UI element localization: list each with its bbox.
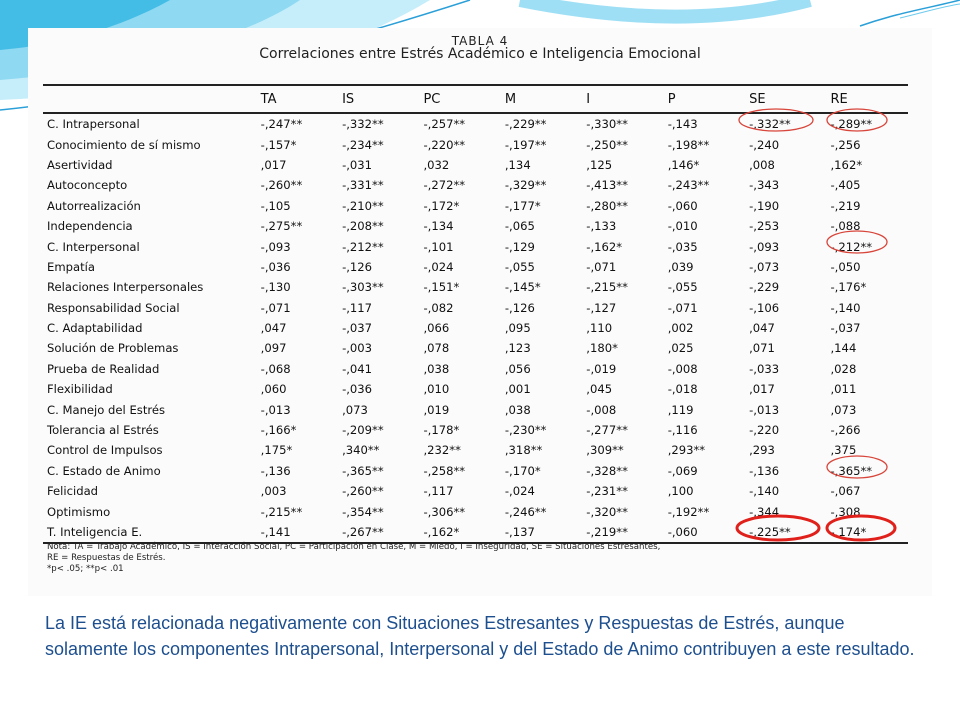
correlation-cell: -,031	[342, 157, 373, 172]
correlation-cell: -,050	[830, 259, 861, 274]
correlation-cell: ,144	[830, 341, 857, 356]
correlation-cell: ,318**	[504, 443, 543, 458]
correlation-cell: -,093	[749, 239, 780, 254]
table-row	[43, 175, 908, 195]
correlation-cell: -,137	[501, 522, 582, 543]
correlation-cell: -,145*	[504, 280, 541, 295]
correlation-cell: -,033	[749, 361, 780, 376]
correlation-cell: -,071	[260, 300, 291, 315]
correlation-cell: -,365**	[342, 463, 384, 478]
correlation-cell: -,306**	[423, 504, 466, 519]
correlation-cell: ,232**	[423, 443, 461, 458]
correlation-cell: ,095	[504, 321, 531, 336]
correlation-cell: ,025	[667, 341, 694, 356]
correlation-cell: ,134	[504, 157, 531, 172]
correlation-cell: -,246**	[504, 504, 547, 519]
correlation-cell: -,010	[667, 219, 698, 234]
table-row	[43, 298, 908, 318]
correlation-cell: -,003	[342, 341, 373, 356]
col-header-se: SE	[745, 85, 826, 113]
correlation-cell: -,225**	[745, 522, 826, 543]
note-significance: *p< .05; **p< .01	[47, 564, 124, 574]
row-label: Autoconcepto	[47, 178, 128, 193]
correlation-cell: -,243**	[667, 178, 710, 193]
correlation-cell: ,002	[667, 321, 694, 336]
correlation-cell: -,055	[504, 259, 535, 274]
correlation-cell: -,174*	[827, 522, 909, 543]
correlation-cell: ,045	[586, 382, 613, 397]
correlation-cell: -,093	[260, 239, 291, 254]
correlation-cell: -,405	[830, 178, 861, 193]
correlation-cell: -,258**	[423, 463, 466, 478]
row-label: Conocimiento de sí mismo	[47, 137, 201, 152]
correlation-cell: -,065	[504, 219, 535, 234]
correlation-cell: ,309**	[586, 443, 624, 458]
correlation-cell: -,198**	[667, 137, 710, 152]
table-row	[43, 113, 908, 134]
row-label: Empatía	[47, 259, 95, 274]
correlation-cell: ,340**	[342, 443, 380, 458]
correlation-cell: -,166*	[260, 423, 297, 438]
col-header-pc: PC	[419, 85, 500, 113]
correlation-cell: -,192**	[667, 504, 710, 519]
correlation-cell: -,266	[830, 423, 861, 438]
col-header-is: IS	[338, 85, 419, 113]
correlation-cell: -,332**	[342, 117, 384, 132]
correlation-cell: -,303**	[342, 280, 384, 295]
correlation-cell: ,097	[260, 341, 287, 356]
row-label: Control de Impulsos	[47, 443, 163, 458]
col-header-variable	[43, 85, 257, 113]
correlation-cell: ,066	[423, 321, 450, 336]
correlation-cell: -,365**	[830, 463, 873, 478]
table-title: Correlaciones entre Estrés Académico e Inteligencia Emocional	[259, 46, 701, 62]
table-row	[43, 359, 908, 379]
col-header-p: P	[664, 85, 745, 113]
correlation-cell: -,210**	[342, 198, 384, 213]
col-header-ta: TA	[257, 85, 338, 113]
correlation-cell: -,162*	[419, 522, 500, 543]
correlation-cell: ,019	[423, 402, 450, 417]
correlation-cell: -,126	[342, 259, 373, 274]
correlation-cell: -,060	[667, 198, 698, 213]
correlation-cell: -,036	[260, 259, 291, 274]
correlation-cell: -,141	[257, 522, 338, 543]
correlation-cell: -,219	[830, 198, 861, 213]
correlation-cell: -,260**	[260, 178, 303, 193]
correlation-cell: -,257**	[423, 117, 466, 132]
correlation-cell: -,151*	[423, 280, 460, 295]
correlation-cell: -,253	[749, 219, 780, 234]
correlation-cell: ,003	[260, 484, 287, 499]
correlation-cell: -,280**	[586, 198, 628, 213]
correlation-cell: -,136	[749, 463, 780, 478]
correlation-cell: ,125	[586, 157, 613, 172]
correlation-cell: -,068	[260, 361, 291, 376]
table-row	[43, 236, 908, 256]
correlation-cell: -,140	[830, 300, 861, 315]
table-row	[43, 440, 908, 460]
table-note	[47, 542, 917, 575]
correlation-cell: ,038	[423, 361, 450, 376]
correlation-cell: -,008	[586, 402, 617, 417]
correlation-cell: -,260**	[342, 484, 384, 499]
correlation-cell: -,105	[260, 198, 291, 213]
row-label: C. Intrapersonal	[47, 117, 140, 132]
correlation-cell: -,140	[749, 484, 780, 499]
correlation-cell: -,157*	[260, 137, 297, 152]
correlation-cell: -,230**	[504, 423, 547, 438]
correlation-cell: -,071	[667, 300, 698, 315]
table-row	[43, 257, 908, 277]
correlation-cell: -,117	[423, 484, 454, 499]
col-header-re: RE	[827, 85, 909, 113]
correlation-cell: -,037	[830, 321, 861, 336]
row-label: Asertividad	[47, 157, 113, 172]
correlation-cell: ,001	[504, 382, 531, 397]
correlation-cell: -,172*	[423, 198, 460, 213]
correlation-cell: -,272**	[423, 178, 466, 193]
correlation-table	[43, 84, 908, 544]
correlation-cell: ,146*	[667, 157, 700, 172]
correlation-cell: ,017	[260, 157, 287, 172]
correlation-cell: ,123	[504, 341, 531, 356]
correlation-cell: -,328**	[586, 463, 628, 478]
note-abbreviations: Nota: TA = Trabajo Académico, IS = Interacción Social, PC = Participación en Clase, M = Miedo, I = Inseguridad, SE = Situaciones Estresantes,	[47, 542, 661, 552]
correlation-cell: -,229	[749, 280, 780, 295]
correlation-cell: -,055	[667, 280, 698, 295]
correlation-cell: -,133	[586, 219, 617, 234]
row-label: Prueba de Realidad	[47, 361, 160, 376]
correlation-cell: -,178*	[423, 423, 460, 438]
correlation-cell: ,119	[667, 402, 694, 417]
col-header-i: I	[582, 85, 663, 113]
correlation-cell: -,176*	[830, 280, 867, 295]
correlation-cell: ,110	[586, 321, 613, 336]
correlation-cell: -,071	[586, 259, 617, 274]
correlation-cell: -,170*	[504, 463, 541, 478]
correlation-cell: -,240	[749, 137, 780, 152]
correlation-cell: -,212**	[342, 239, 384, 254]
correlation-cell: -,190	[749, 198, 780, 213]
correlation-cell: ,056	[504, 361, 531, 376]
correlation-cell: -,069	[667, 463, 698, 478]
correlation-cell: -,067	[830, 484, 861, 499]
correlation-cell: -,035	[667, 239, 698, 254]
correlation-cell: -,126	[504, 300, 535, 315]
correlation-cell: ,100	[667, 484, 694, 499]
note-abbreviations-cont: RE = Respuestas de Estrés.	[47, 553, 166, 563]
correlation-cell: -,013	[749, 402, 780, 417]
correlation-cell: ,039	[667, 259, 694, 274]
correlation-cell: -,117	[342, 300, 373, 315]
correlation-cell: -,289**	[830, 117, 873, 132]
correlation-cell: ,073	[830, 402, 857, 417]
correlation-cell: ,017	[749, 382, 775, 397]
table-row	[43, 501, 908, 521]
correlation-cell: ,047	[749, 321, 775, 336]
table-row	[43, 481, 908, 501]
correlation-cell: -,073	[749, 259, 780, 274]
correlation-cell: ,071	[749, 341, 775, 356]
table-row	[43, 461, 908, 481]
correlation-cell: ,008	[749, 157, 775, 172]
slide-caption: La IE está relacionada negativamente con Situaciones Estresantes y Respuestas de Estrés, aunque solamente los componentes Intrapersonal, Interpersonal y del Estado de Animo contribuyen a este resultado.	[45, 613, 915, 659]
correlation-cell: -,320**	[586, 504, 628, 519]
table-image	[28, 28, 932, 596]
table-row	[43, 277, 908, 297]
row-label: Felicidad	[47, 484, 99, 499]
row-label: Independencia	[47, 219, 133, 234]
correlation-cell: -,018	[667, 382, 698, 397]
correlation-cell: ,078	[423, 341, 450, 356]
correlation-cell: -,212**	[830, 239, 873, 254]
correlation-cell: -,231**	[586, 484, 628, 499]
correlation-cell: -,209**	[342, 423, 384, 438]
row-label: C. Estado de Animo	[47, 463, 161, 478]
correlation-cell: ,375	[830, 443, 857, 458]
table-row	[43, 318, 908, 338]
correlation-cell: ,047	[260, 321, 287, 336]
correlation-cell: ,293**	[667, 443, 706, 458]
correlation-cell: ,175*	[260, 443, 293, 458]
correlation-cell: -,250**	[586, 137, 628, 152]
correlation-cell: -,008	[667, 361, 698, 376]
correlation-cell: -,116	[667, 423, 698, 438]
row-label: Autorrealización	[47, 198, 141, 213]
correlation-cell: -,037	[342, 321, 373, 336]
correlation-cell: ,073	[342, 402, 368, 417]
table-row	[43, 196, 908, 216]
correlation-cell: -,220**	[423, 137, 466, 152]
correlation-cell: -,019	[586, 361, 617, 376]
table-number: TABLA 4	[451, 34, 509, 48]
correlation-cell: -,130	[260, 280, 291, 295]
table-header-row	[43, 85, 908, 113]
row-label: C. Manejo del Estrés	[47, 402, 166, 417]
correlation-cell: -,134	[423, 219, 454, 234]
correlation-cell: ,038	[504, 402, 531, 417]
correlation-cell: -,143	[667, 117, 698, 132]
correlation-cell: ,010	[423, 382, 450, 397]
correlation-cell: -,229**	[504, 117, 547, 132]
row-label: Flexibilidad	[47, 382, 113, 397]
correlation-cell: ,060	[260, 382, 287, 397]
table-row	[43, 134, 908, 154]
correlation-cell: -,330**	[586, 117, 628, 132]
correlation-cell: -,208**	[342, 219, 384, 234]
correlation-cell: -,136	[260, 463, 291, 478]
row-label: T. Inteligencia E.	[43, 522, 257, 543]
correlation-cell: -,256	[830, 137, 861, 152]
row-label: Optimismo	[47, 504, 111, 519]
correlation-cell: -,215**	[586, 280, 628, 295]
correlation-cell: -,215**	[260, 504, 303, 519]
correlation-cell: -,177*	[504, 198, 541, 213]
correlation-cell: ,162*	[830, 157, 863, 172]
row-label: Relaciones Interpersonales	[47, 280, 204, 295]
table-row	[43, 399, 908, 419]
correlation-cell: -,275**	[260, 219, 303, 234]
correlation-cell: -,082	[423, 300, 454, 315]
correlation-cell: -,247**	[260, 117, 303, 132]
correlation-cell: -,220	[749, 423, 780, 438]
correlation-cell: -,344	[749, 504, 780, 519]
correlation-cell: -,162*	[586, 239, 623, 254]
table-row	[43, 216, 908, 236]
correlation-cell: -,331**	[342, 178, 384, 193]
correlation-cell: -,127	[586, 300, 617, 315]
correlation-cell: -,088	[830, 219, 861, 234]
table-row	[43, 338, 908, 358]
correlation-cell: -,413**	[586, 178, 628, 193]
correlation-cell: -,041	[342, 361, 373, 376]
correlation-cell: ,028	[830, 361, 857, 376]
correlation-cell: -,234**	[342, 137, 384, 152]
correlation-cell: -,343	[749, 178, 780, 193]
correlation-cell: -,106	[749, 300, 780, 315]
correlation-cell: -,024	[423, 259, 454, 274]
table-row	[43, 420, 908, 440]
row-label: Tolerancia al Estrés	[47, 423, 159, 438]
row-label: C. Interpersonal	[47, 239, 140, 254]
correlation-cell: -,036	[342, 382, 373, 397]
correlation-cell: -,277**	[586, 423, 628, 438]
correlation-cell: -,024	[504, 484, 535, 499]
table-row	[43, 379, 908, 399]
row-label: Responsabilidad Social	[47, 300, 180, 315]
correlation-cell: -,101	[423, 239, 454, 254]
correlation-cell: -,308	[830, 504, 861, 519]
row-label: C. Adaptabilidad	[47, 321, 143, 336]
correlation-cell: -,267**	[338, 522, 419, 543]
table-row	[43, 155, 908, 175]
correlation-cell: -,332**	[749, 117, 791, 132]
correlation-cell: -,060	[664, 522, 745, 543]
col-header-m: M	[501, 85, 582, 113]
correlation-cell: ,293	[749, 443, 775, 458]
correlation-cell: ,011	[830, 382, 857, 397]
correlation-cell: -,354**	[342, 504, 384, 519]
correlation-cell: -,013	[260, 402, 291, 417]
correlation-cell: -,329**	[504, 178, 547, 193]
correlation-cell: ,032	[423, 157, 450, 172]
correlation-cell: -,219**	[582, 522, 663, 543]
correlation-cell: -,129	[504, 239, 535, 254]
correlation-cell: -,197**	[504, 137, 547, 152]
table-row	[43, 522, 908, 543]
row-label: Solución de Problemas	[47, 341, 179, 356]
correlation-cell: ,180*	[586, 341, 618, 356]
